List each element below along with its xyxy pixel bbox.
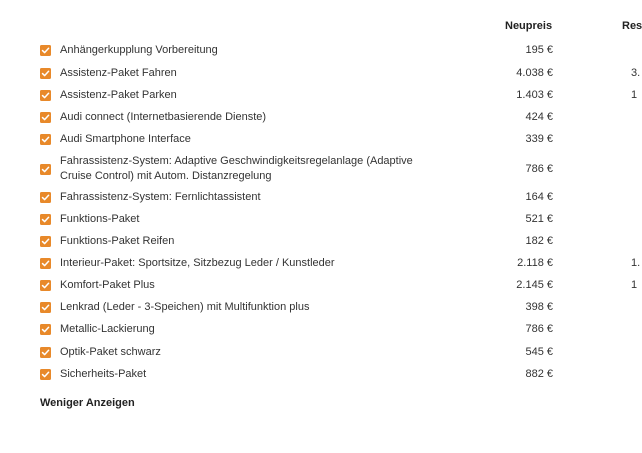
- option-checkbox[interactable]: [40, 90, 51, 101]
- option-price: 786 €: [525, 162, 553, 175]
- option-label: Fahrassistenz-System: Adaptive Geschwindigkeitsregelanlage (Adaptive Cruise Control) mit Autom. Distanzregelung: [60, 155, 413, 182]
- option-checkbox[interactable]: [40, 369, 51, 380]
- header-restwert: Res: [622, 20, 642, 32]
- option-price: 195 €: [525, 44, 553, 56]
- option-label: Assistenz-Paket Parken: [60, 89, 177, 101]
- option-checkbox[interactable]: [40, 214, 51, 225]
- option-price: 182 €: [525, 235, 553, 247]
- option-row: [0, 345, 640, 360]
- option-price: 786 €: [525, 323, 553, 335]
- option-label: Fahrassistenz-System: Fernlichtassistent: [60, 191, 261, 203]
- checkmark-icon: [41, 46, 50, 55]
- option-label: Funktions-Paket: [60, 213, 140, 225]
- checkmark-icon: [41, 91, 50, 100]
- show-less-link[interactable]: Weniger Anzeigen: [40, 397, 135, 409]
- option-checkbox[interactable]: [40, 68, 51, 79]
- checkmark-icon: [41, 193, 50, 202]
- option-label: Assistenz-Paket Fahren: [60, 67, 177, 79]
- option-checkbox[interactable]: [40, 112, 51, 123]
- option-row: [0, 154, 640, 184]
- option-checkbox[interactable]: [40, 324, 51, 335]
- option-label: Funktions-Paket Reifen: [60, 235, 175, 247]
- option-row: [0, 88, 640, 103]
- option-row: [0, 66, 640, 81]
- option-restwert: 1: [631, 279, 638, 291]
- option-checkbox[interactable]: [40, 192, 51, 203]
- option-label: Audi Smartphone Interface: [60, 133, 191, 145]
- checkmark-icon: [41, 348, 50, 357]
- option-price: 339 €: [525, 133, 553, 145]
- option-checkbox[interactable]: [40, 134, 51, 145]
- option-price: 4.038 €: [516, 67, 553, 79]
- option-checkbox[interactable]: [40, 45, 51, 56]
- option-price: 1.403 €: [516, 89, 553, 101]
- checkmark-icon: [41, 259, 50, 268]
- option-label: Metallic-Lackierung: [60, 323, 155, 335]
- option-row: [0, 110, 640, 125]
- option-checkbox[interactable]: [40, 164, 51, 175]
- option-row: [0, 367, 640, 382]
- option-row: [0, 322, 640, 337]
- option-row: [0, 212, 640, 227]
- option-label: Anhängerkupplung Vorbereitung: [60, 44, 218, 56]
- checkmark-icon: [41, 370, 50, 379]
- option-price: 2.118 €: [517, 257, 553, 269]
- option-restwert: 3.: [631, 67, 641, 79]
- option-price: 2.145 €: [516, 279, 553, 291]
- option-checkbox[interactable]: [40, 258, 51, 269]
- option-label: Lenkrad (Leder - 3-Speichen) mit Multifunktion plus: [60, 301, 310, 313]
- option-restwert: 1.: [631, 257, 641, 269]
- header-neupreis: Neupreis: [505, 20, 553, 32]
- option-row: [0, 256, 640, 271]
- option-label: Sicherheits-Paket: [60, 368, 147, 380]
- checkmark-icon: [41, 215, 50, 224]
- option-label: Interieur-Paket: Sportsitze, Sitzbezug Leder / Kunstleder: [60, 257, 335, 269]
- option-checkbox[interactable]: [40, 302, 51, 313]
- option-price: 164 €: [525, 191, 553, 203]
- checkmark-icon: [41, 113, 50, 122]
- option-label: Audi connect (Internetbasierende Dienste): [60, 111, 267, 123]
- checkmark-icon: [41, 135, 50, 144]
- option-row: [0, 234, 640, 249]
- option-row: [0, 278, 640, 293]
- option-checkbox[interactable]: [40, 280, 51, 291]
- option-row: [0, 43, 640, 58]
- option-row: [0, 300, 640, 315]
- checkmark-icon: [41, 69, 50, 78]
- option-restwert: 1: [631, 89, 638, 101]
- checkmark-icon: [41, 281, 50, 290]
- option-row: [0, 132, 640, 147]
- checkmark-icon: [41, 237, 50, 246]
- option-price: 398 €: [525, 301, 553, 313]
- option-price: 545 €: [525, 346, 553, 358]
- option-label: Optik-Paket schwarz: [60, 346, 161, 358]
- option-price: 882 €: [525, 368, 553, 380]
- option-label: Komfort-Paket Plus: [60, 279, 155, 291]
- option-price: 521 €: [525, 213, 553, 225]
- option-checkbox[interactable]: [40, 236, 51, 247]
- option-price: 424 €: [525, 111, 553, 123]
- checkmark-icon: [41, 165, 50, 174]
- option-checkbox[interactable]: [40, 347, 51, 358]
- option-row: [0, 190, 640, 205]
- checkmark-icon: [41, 325, 50, 334]
- checkmark-icon: [41, 303, 50, 312]
